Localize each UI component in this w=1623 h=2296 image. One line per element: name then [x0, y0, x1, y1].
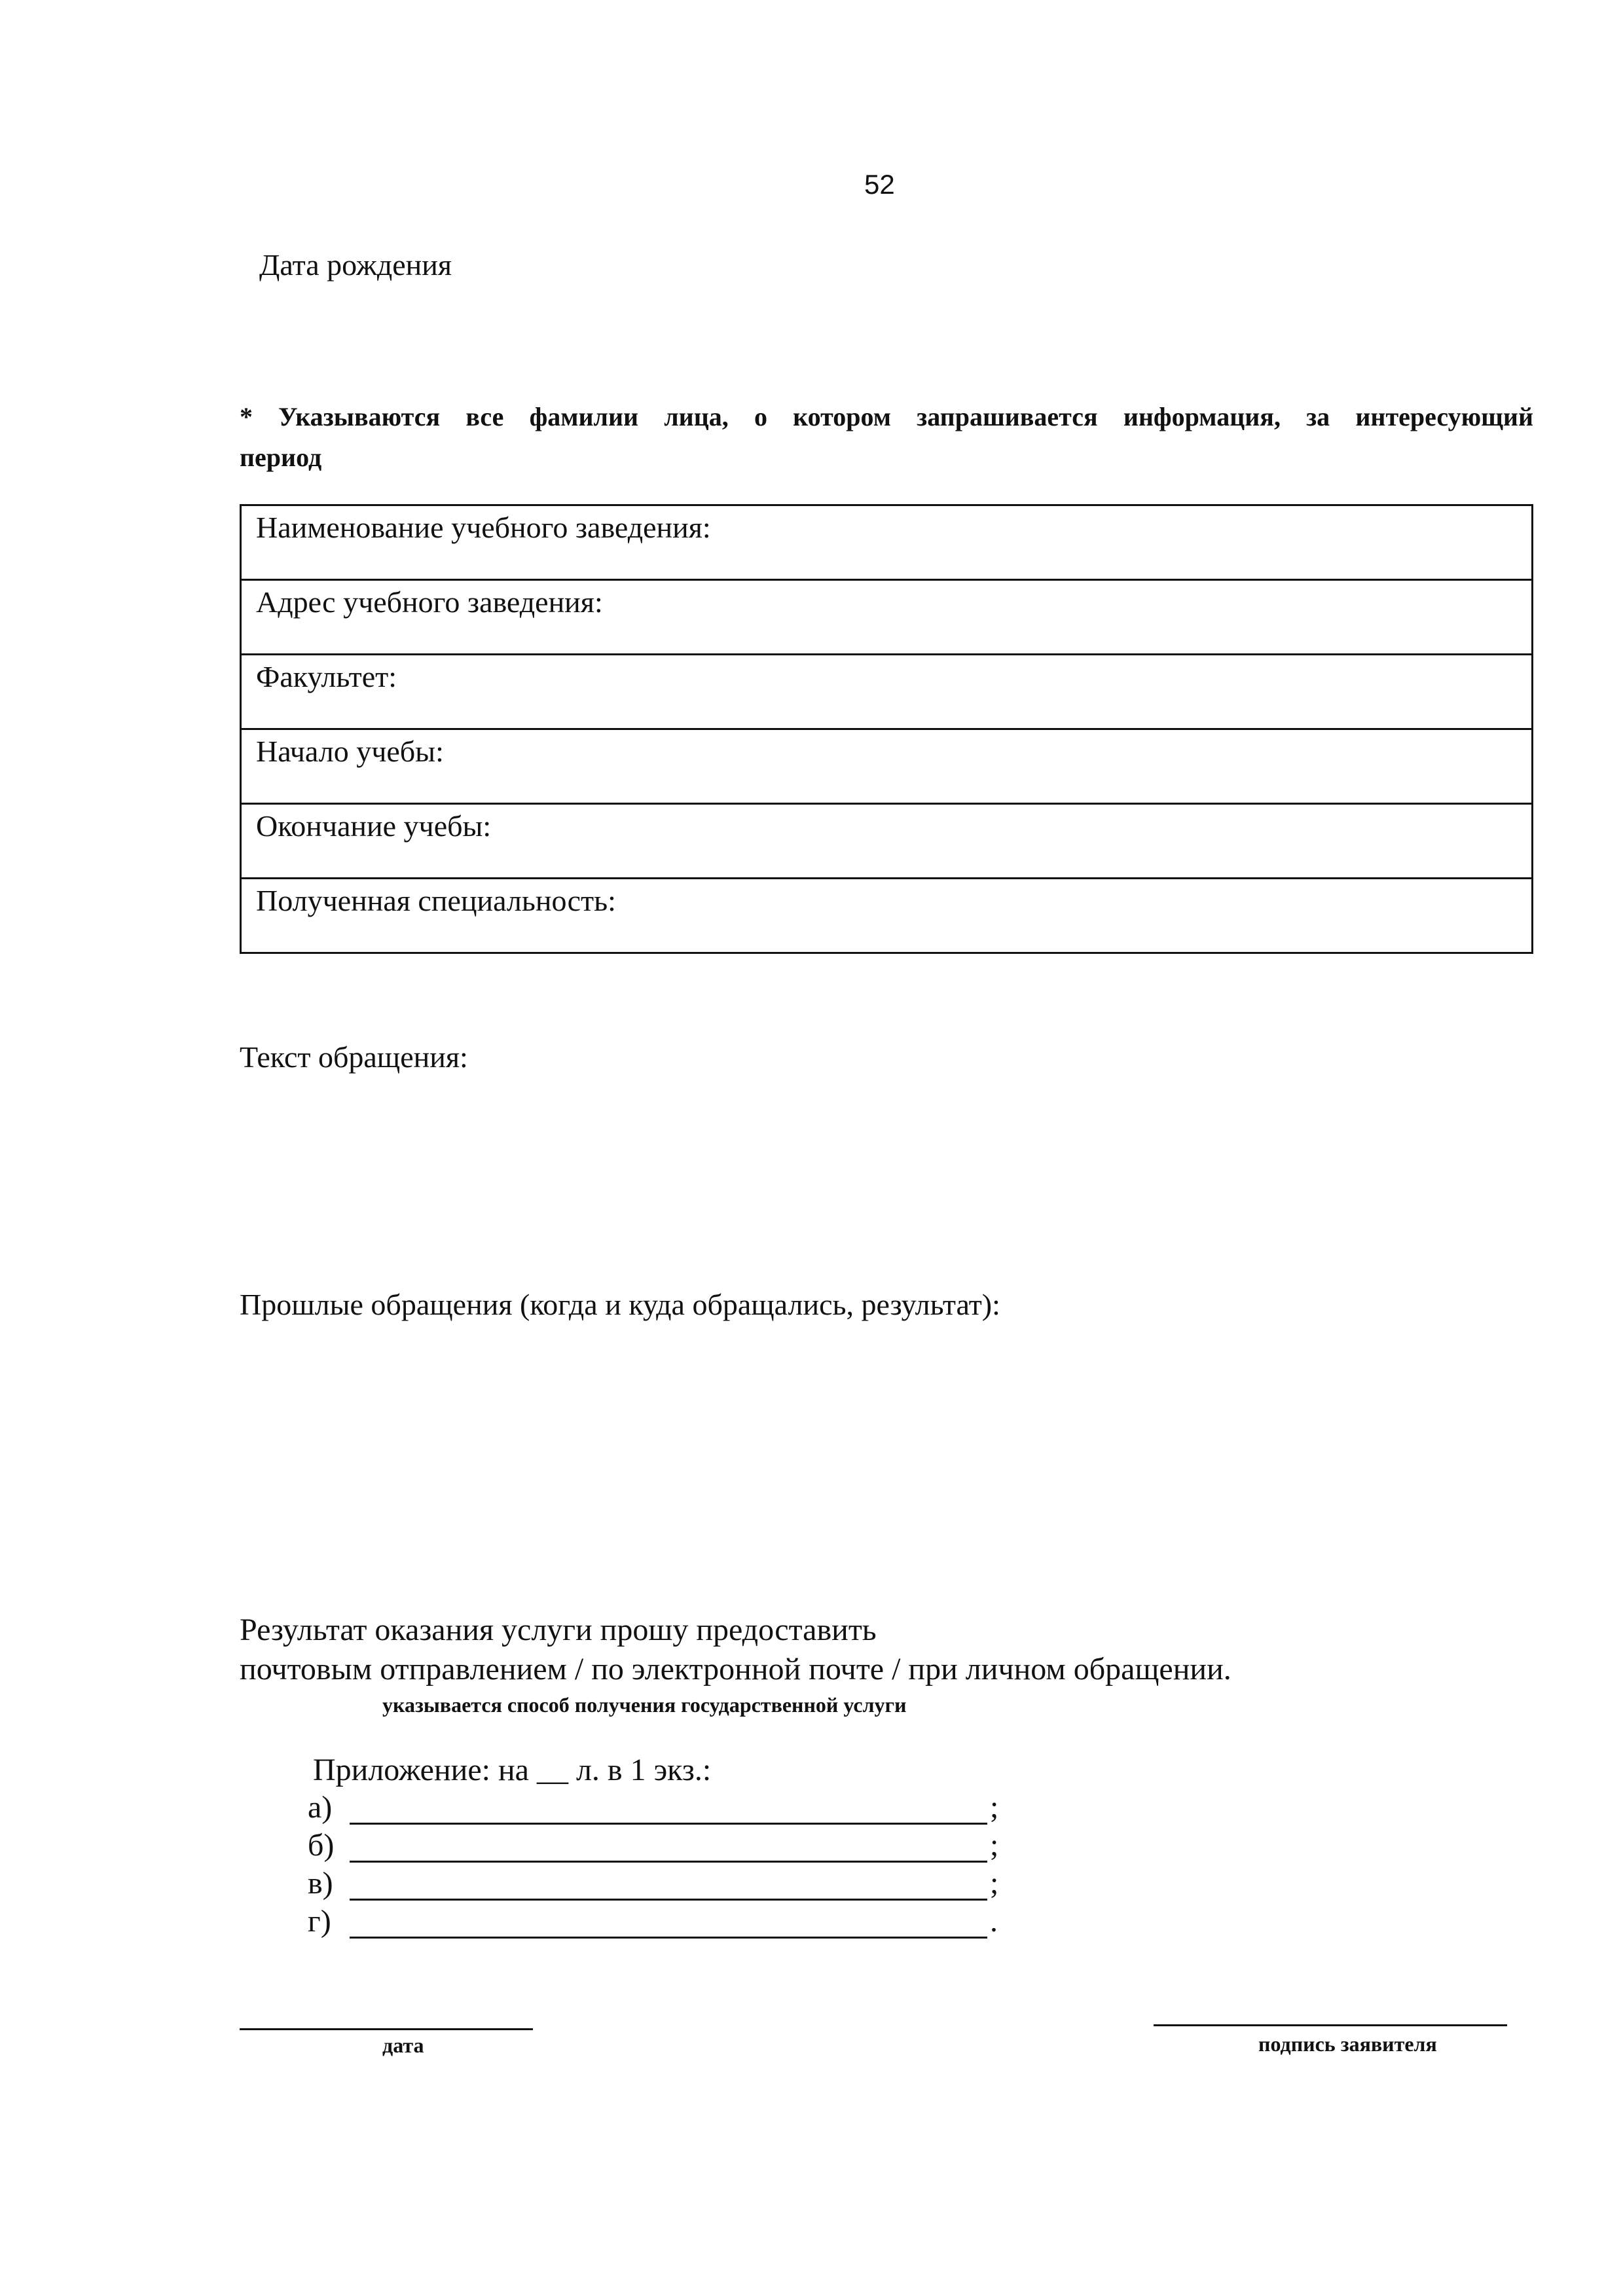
attachment-letter: а): [308, 1790, 333, 1825]
faculty-field[interactable]: Факультет:: [241, 655, 1533, 729]
attachment-blank-line[interactable]: [350, 1861, 987, 1863]
surname-footnote: [240, 397, 1533, 478]
attachment-end-mark: ;: [990, 1866, 999, 1901]
education-institution-name-field[interactable]: Наименование учебного заведения:: [241, 505, 1533, 580]
result-delivery-options: почтовым отправлением / по электронной почте / при личном обращении.: [240, 1652, 1231, 1686]
footnote-line-1: * Указываются все фамилии лица, о котором запрашивается информация, за интересующий: [240, 402, 1533, 431]
result-delivery-note: указывается способ получения государственной услуги: [382, 1693, 907, 1717]
education-table: [240, 504, 1533, 954]
specialty-field[interactable]: Полученная специальность:: [241, 879, 1533, 953]
table-row: [241, 879, 1533, 953]
table-row: [241, 804, 1533, 879]
attachment-blank-line[interactable]: [350, 1937, 987, 1939]
date-of-birth-label: Дата рождения: [259, 248, 452, 282]
attachment-letter: г): [308, 1904, 331, 1939]
table-row: [241, 729, 1533, 804]
table-row: [241, 580, 1533, 655]
footnote-line-2: период: [240, 443, 322, 472]
table-row: [241, 655, 1533, 729]
attachment-blank-line[interactable]: [350, 1899, 987, 1901]
page-number: 52: [864, 169, 895, 200]
study-end-field[interactable]: Окончание учебы:: [241, 804, 1533, 879]
attachment-end-mark: ;: [990, 1828, 999, 1863]
table-row: [241, 505, 1533, 580]
attachment-blank-line[interactable]: [350, 1823, 987, 1825]
attachment-letter: б): [308, 1828, 335, 1863]
attachment-letter: в): [308, 1866, 333, 1901]
appeal-text-label: Текст обращения:: [240, 1040, 468, 1074]
attachment-end-mark: .: [990, 1904, 998, 1939]
applicant-signature-line[interactable]: [1154, 2024, 1507, 2026]
signature-caption: подпись заявителя: [1258, 2032, 1437, 2056]
past-appeals-label: Прошлые обращения (когда и куда обращались, результат):: [240, 1288, 1000, 1321]
result-delivery-line-1: Результат оказания услуги прошу предоставить: [240, 1613, 877, 1647]
date-caption: дата: [382, 2033, 424, 2057]
education-institution-address-field[interactable]: Адрес учебного заведения:: [241, 580, 1533, 655]
attachments-title: Приложение: на __ л. в 1 экз.:: [313, 1753, 712, 1787]
study-start-field[interactable]: Начало учебы:: [241, 729, 1533, 804]
attachment-end-mark: ;: [990, 1790, 999, 1825]
date-signature-line[interactable]: [240, 2028, 533, 2030]
